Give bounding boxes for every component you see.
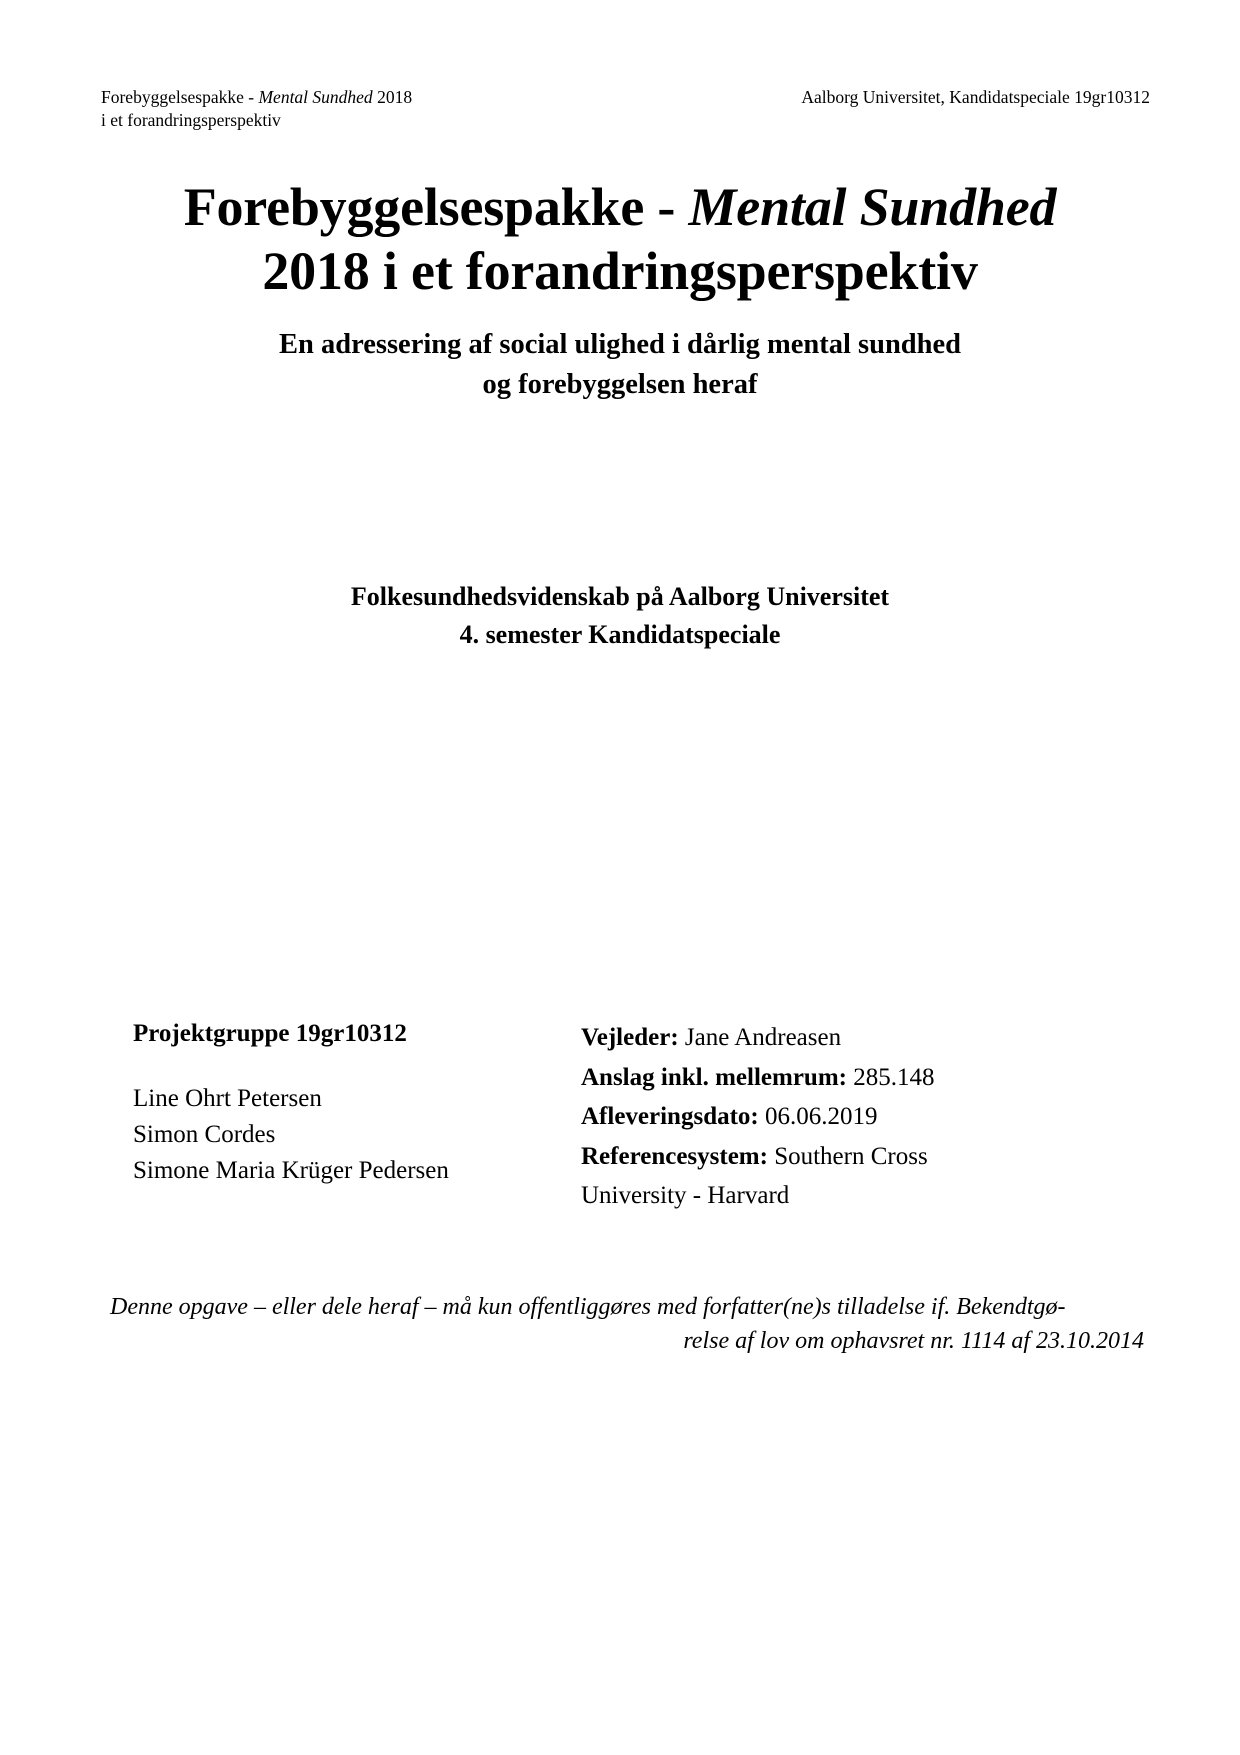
due-date-value: 06.06.2019 (758, 1103, 878, 1130)
page-title-line1 (90, 176, 1150, 240)
project-group-heading: Projektgruppe 19gr10312 (133, 1020, 407, 1047)
author-name: Simon Cordes (133, 1120, 276, 1148)
title-block (90, 176, 1150, 404)
page-title-prefix: Forebyggelsespakke - (183, 177, 689, 237)
supervisor-label: Vejleder: (581, 1024, 679, 1051)
due-date-label: Afleveringsdato: (581, 1103, 759, 1130)
page-subtitle (90, 325, 1150, 404)
running-header-right: Aalborg Universitet, Kandidatspeciale 19gr10312 (801, 87, 1150, 107)
due-date-line (581, 1097, 1150, 1137)
author-name: Simone Maria Krüger Pedersen (133, 1157, 449, 1184)
project-group-block (101, 1018, 571, 1189)
running-header (101, 86, 1150, 132)
page-subtitle-line1: En adressering af social ulighed i dårlig mental sundhed (279, 329, 961, 361)
running-header-left-suffix: 2018 (372, 87, 413, 107)
running-header-left-prefix: Forebyggelsespakke - (101, 87, 259, 107)
metadata-block (571, 1018, 1150, 1216)
character-count-line (581, 1058, 1150, 1098)
author-name: Line Ohrt Petersen (133, 1084, 322, 1112)
character-count-value: 285.148 (846, 1063, 935, 1091)
character-count-label: Anslag inkl. mellemrum: (581, 1063, 847, 1091)
running-header-left-italic: Mental Sundhed (258, 87, 373, 107)
reference-system-label: Referencesystem: (581, 1142, 768, 1170)
copyright-disclaimer-line2: relse af lov om ophavsret nr. 1114 af 23.10.2014 (683, 1328, 1144, 1355)
page-subtitle-line2: og forebyggelsen heraf (482, 368, 758, 400)
info-columns (101, 1018, 1150, 1216)
page-title-italic: Mental Sundhed (688, 177, 1057, 237)
page-title-line2: 2018 i et forandringsperspektiv (262, 240, 978, 301)
reference-system-value: Southern Cross (767, 1142, 928, 1170)
institution-block (90, 578, 1150, 655)
page-title (90, 176, 1150, 303)
supervisor-line (581, 1018, 1150, 1058)
reference-system-line (581, 1137, 1150, 1177)
running-header-left (101, 86, 412, 132)
supervisor-value: Jane Andreasen (678, 1024, 842, 1051)
institution-line1: Folkesundhedsvidenskab på Aalborg Universitet (350, 582, 890, 611)
reference-system-value-continued: University - Harvard (581, 1182, 790, 1209)
copyright-disclaimer (110, 1290, 1144, 1358)
copyright-disclaimer-line1: Denne opgave – eller dele heraf – må kun offentliggøres med forfatter(ne)s tilladelse if. Bekendtgø- (110, 1294, 1066, 1320)
running-header-left-line1 (101, 86, 412, 109)
running-header-left-line2: i et forandringsperspektiv (101, 110, 281, 131)
institution-line2: 4. semester Kandidatspeciale (459, 620, 781, 650)
